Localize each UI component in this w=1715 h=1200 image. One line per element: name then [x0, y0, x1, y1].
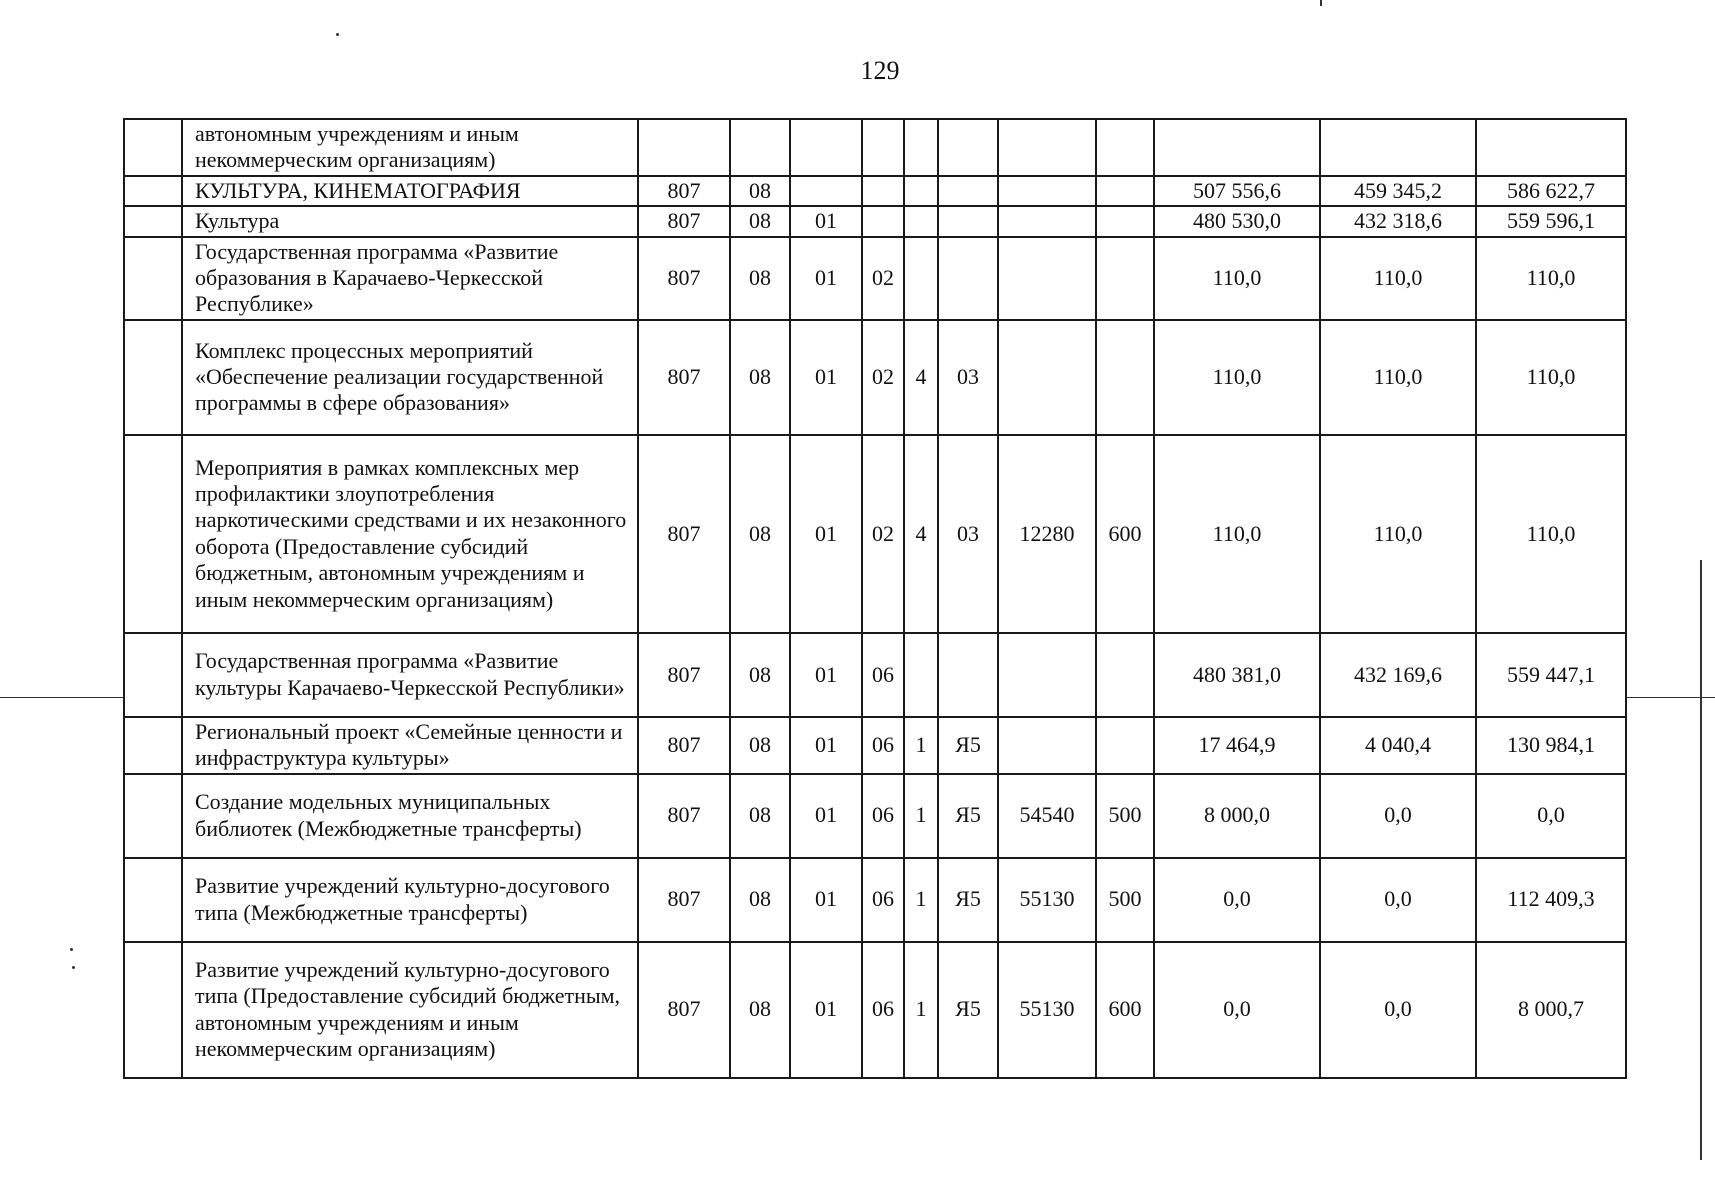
code-cell-c3: 01	[790, 237, 862, 320]
item-name-cell: Комплекс процессных мероприятий «Обеспечение реализации государственной программы в сфере образования»	[182, 320, 638, 435]
code-cell-c4: 06	[862, 942, 904, 1078]
row-index-cell	[124, 206, 182, 236]
code-cell-c1: 807	[638, 206, 730, 236]
code-cell-c3: 01	[790, 435, 862, 633]
table-row	[124, 320, 1626, 435]
amount-cell-v2: 432 169,6	[1320, 633, 1476, 717]
code-cell-c7: 55130	[998, 942, 1096, 1078]
amount-cell-v2: 4 040,4	[1320, 717, 1476, 774]
item-name-cell: Культура	[182, 206, 638, 236]
code-cell-c7	[998, 717, 1096, 774]
amount-cell-v2: 110,0	[1320, 237, 1476, 320]
code-cell-c8	[1096, 320, 1154, 435]
amount-cell-v1	[1154, 119, 1320, 176]
code-cell-c1: 807	[638, 717, 730, 774]
table-row	[124, 237, 1626, 320]
amount-cell-v1: 17 464,9	[1154, 717, 1320, 774]
code-cell-c3: 01	[790, 858, 862, 942]
scan-speck	[336, 33, 339, 36]
row-index-cell	[124, 435, 182, 633]
code-cell-c3	[790, 176, 862, 206]
amount-cell-v1: 480 530,0	[1154, 206, 1320, 236]
code-cell-c5: 4	[904, 435, 938, 633]
row-index-cell	[124, 176, 182, 206]
item-name-cell: Развитие учреждений культурно-досугового типа (Предоставление субсидий бюджетным, автономным учреждениям и иным некоммерческим организациям)	[182, 942, 638, 1078]
amount-cell-v2: 0,0	[1320, 942, 1476, 1078]
code-cell-c8	[1096, 119, 1154, 176]
code-cell-c3: 01	[790, 206, 862, 236]
code-cell-c1: 807	[638, 858, 730, 942]
code-cell-c8	[1096, 176, 1154, 206]
item-name-cell: автономным учреждениям и иным некоммерческим организациям)	[182, 119, 638, 176]
code-cell-c6: 03	[938, 320, 998, 435]
code-cell-c8: 500	[1096, 858, 1154, 942]
code-cell-c8	[1096, 717, 1154, 774]
amount-cell-v2: 0,0	[1320, 774, 1476, 858]
item-name-cell: КУЛЬТУРА, КИНЕМАТОГРАФИЯ	[182, 176, 638, 206]
code-cell-c2: 08	[730, 206, 790, 236]
item-name-cell: Государственная программа «Развитие образования в Карачаево-Черкесской Республике»	[182, 237, 638, 320]
code-cell-c5: 1	[904, 774, 938, 858]
item-name-cell: Государственная программа «Развитие культуры Карачаево-Черкесской Республики»	[182, 633, 638, 717]
code-cell-c8: 600	[1096, 435, 1154, 633]
amount-cell-v1: 110,0	[1154, 435, 1320, 633]
code-cell-c8: 500	[1096, 774, 1154, 858]
code-cell-c8	[1096, 633, 1154, 717]
code-cell-c1: 807	[638, 633, 730, 717]
amount-cell-v1: 507 556,6	[1154, 176, 1320, 206]
code-cell-c1: 807	[638, 942, 730, 1078]
code-cell-c1	[638, 119, 730, 176]
code-cell-c4: 02	[862, 237, 904, 320]
scan-speck	[70, 948, 73, 951]
code-cell-c5	[904, 206, 938, 236]
amount-cell-v3: 8 000,7	[1476, 942, 1626, 1078]
code-cell-c1: 807	[638, 237, 730, 320]
code-cell-c2: 08	[730, 774, 790, 858]
amount-cell-v1: 0,0	[1154, 858, 1320, 942]
row-index-cell	[124, 119, 182, 176]
code-cell-c6: Я5	[938, 774, 998, 858]
code-cell-c2: 08	[730, 320, 790, 435]
code-cell-c4: 06	[862, 858, 904, 942]
amount-cell-v2: 0,0	[1320, 858, 1476, 942]
row-index-cell	[124, 237, 182, 320]
amount-cell-v3: 112 409,3	[1476, 858, 1626, 942]
row-index-cell	[124, 320, 182, 435]
code-cell-c5	[904, 176, 938, 206]
code-cell-c3: 01	[790, 633, 862, 717]
code-cell-c2	[730, 119, 790, 176]
amount-cell-v1: 110,0	[1154, 320, 1320, 435]
code-cell-c5: 1	[904, 942, 938, 1078]
code-cell-c4	[862, 176, 904, 206]
code-cell-c6: 03	[938, 435, 998, 633]
amount-cell-v3: 130 984,1	[1476, 717, 1626, 774]
code-cell-c5	[904, 237, 938, 320]
code-cell-c7	[998, 237, 1096, 320]
fold-line-left	[0, 697, 123, 698]
code-cell-c2: 08	[730, 176, 790, 206]
code-cell-c7	[998, 320, 1096, 435]
amount-cell-v2	[1320, 119, 1476, 176]
amount-cell-v1: 110,0	[1154, 237, 1320, 320]
amount-cell-v3: 559 447,1	[1476, 633, 1626, 717]
amount-cell-v1: 480 381,0	[1154, 633, 1320, 717]
budget-table	[123, 118, 1627, 1079]
code-cell-c3: 01	[790, 942, 862, 1078]
scan-edge-line	[1700, 560, 1702, 1160]
code-cell-c4: 06	[862, 717, 904, 774]
code-cell-c4: 02	[862, 320, 904, 435]
row-index-cell	[124, 633, 182, 717]
code-cell-c5: 1	[904, 858, 938, 942]
code-cell-c4	[862, 206, 904, 236]
amount-cell-v2: 110,0	[1320, 435, 1476, 633]
table-row	[124, 176, 1626, 206]
code-cell-c8	[1096, 237, 1154, 320]
item-name-cell: Создание модельных муниципальных библиотек (Межбюджетные трансферты)	[182, 774, 638, 858]
code-cell-c3: 01	[790, 717, 862, 774]
code-cell-c7	[998, 176, 1096, 206]
table-row	[124, 119, 1626, 176]
code-cell-c8: 600	[1096, 942, 1154, 1078]
scan-mark	[1320, 0, 1322, 6]
code-cell-c5	[904, 119, 938, 176]
code-cell-c6: Я5	[938, 942, 998, 1078]
fold-line-right	[1625, 697, 1715, 698]
code-cell-c7	[998, 119, 1096, 176]
code-cell-c4: 06	[862, 774, 904, 858]
row-index-cell	[124, 942, 182, 1078]
code-cell-c4: 06	[862, 633, 904, 717]
table-row	[124, 858, 1626, 942]
code-cell-c3: 01	[790, 320, 862, 435]
amount-cell-v3: 586 622,7	[1476, 176, 1626, 206]
table-row	[124, 942, 1626, 1078]
table-row	[124, 633, 1626, 717]
amount-cell-v3: 110,0	[1476, 237, 1626, 320]
code-cell-c6	[938, 176, 998, 206]
code-cell-c2: 08	[730, 858, 790, 942]
code-cell-c6	[938, 237, 998, 320]
table-row	[124, 774, 1626, 858]
code-cell-c1: 807	[638, 774, 730, 858]
amount-cell-v1: 0,0	[1154, 942, 1320, 1078]
amount-cell-v3: 110,0	[1476, 435, 1626, 633]
code-cell-c7	[998, 206, 1096, 236]
code-cell-c3: 01	[790, 774, 862, 858]
page-number: 129	[860, 56, 900, 85]
code-cell-c6	[938, 119, 998, 176]
row-index-cell	[124, 717, 182, 774]
code-cell-c2: 08	[730, 717, 790, 774]
code-cell-c1: 807	[638, 176, 730, 206]
amount-cell-v3: 110,0	[1476, 320, 1626, 435]
code-cell-c5: 4	[904, 320, 938, 435]
code-cell-c7: 55130	[998, 858, 1096, 942]
amount-cell-v1: 8 000,0	[1154, 774, 1320, 858]
code-cell-c8	[1096, 206, 1154, 236]
amount-cell-v3: 559 596,1	[1476, 206, 1626, 236]
code-cell-c6: Я5	[938, 717, 998, 774]
code-cell-c2: 08	[730, 942, 790, 1078]
row-index-cell	[124, 774, 182, 858]
amount-cell-v2: 459 345,2	[1320, 176, 1476, 206]
code-cell-c4: 02	[862, 435, 904, 633]
table-row	[124, 435, 1626, 633]
table-row	[124, 717, 1626, 774]
item-name-cell: Развитие учреждений культурно-досугового типа (Межбюджетные трансферты)	[182, 858, 638, 942]
amount-cell-v2: 110,0	[1320, 320, 1476, 435]
code-cell-c2: 08	[730, 237, 790, 320]
amount-cell-v3: 0,0	[1476, 774, 1626, 858]
code-cell-c1: 807	[638, 320, 730, 435]
code-cell-c7: 12280	[998, 435, 1096, 633]
amount-cell-v3	[1476, 119, 1626, 176]
code-cell-c2: 08	[730, 435, 790, 633]
code-cell-c7: 54540	[998, 774, 1096, 858]
code-cell-c5: 1	[904, 717, 938, 774]
table-row	[124, 206, 1626, 236]
code-cell-c1: 807	[638, 435, 730, 633]
code-cell-c2: 08	[730, 633, 790, 717]
item-name-cell: Мероприятия в рамках комплексных мер профилактики злоупотребления наркотическими средствами и их незаконного оборота (Предоставление субсидий бюджетным, автономным учреждениям и иным некоммерческим организациям)	[182, 435, 638, 633]
code-cell-c3	[790, 119, 862, 176]
code-cell-c5	[904, 633, 938, 717]
amount-cell-v2: 432 318,6	[1320, 206, 1476, 236]
row-index-cell	[124, 858, 182, 942]
code-cell-c6	[938, 633, 998, 717]
item-name-cell: Региональный проект «Семейные ценности и инфраструктура культуры»	[182, 717, 638, 774]
code-cell-c6	[938, 206, 998, 236]
code-cell-c7	[998, 633, 1096, 717]
code-cell-c6: Я5	[938, 858, 998, 942]
code-cell-c4	[862, 119, 904, 176]
scan-speck	[72, 966, 75, 969]
